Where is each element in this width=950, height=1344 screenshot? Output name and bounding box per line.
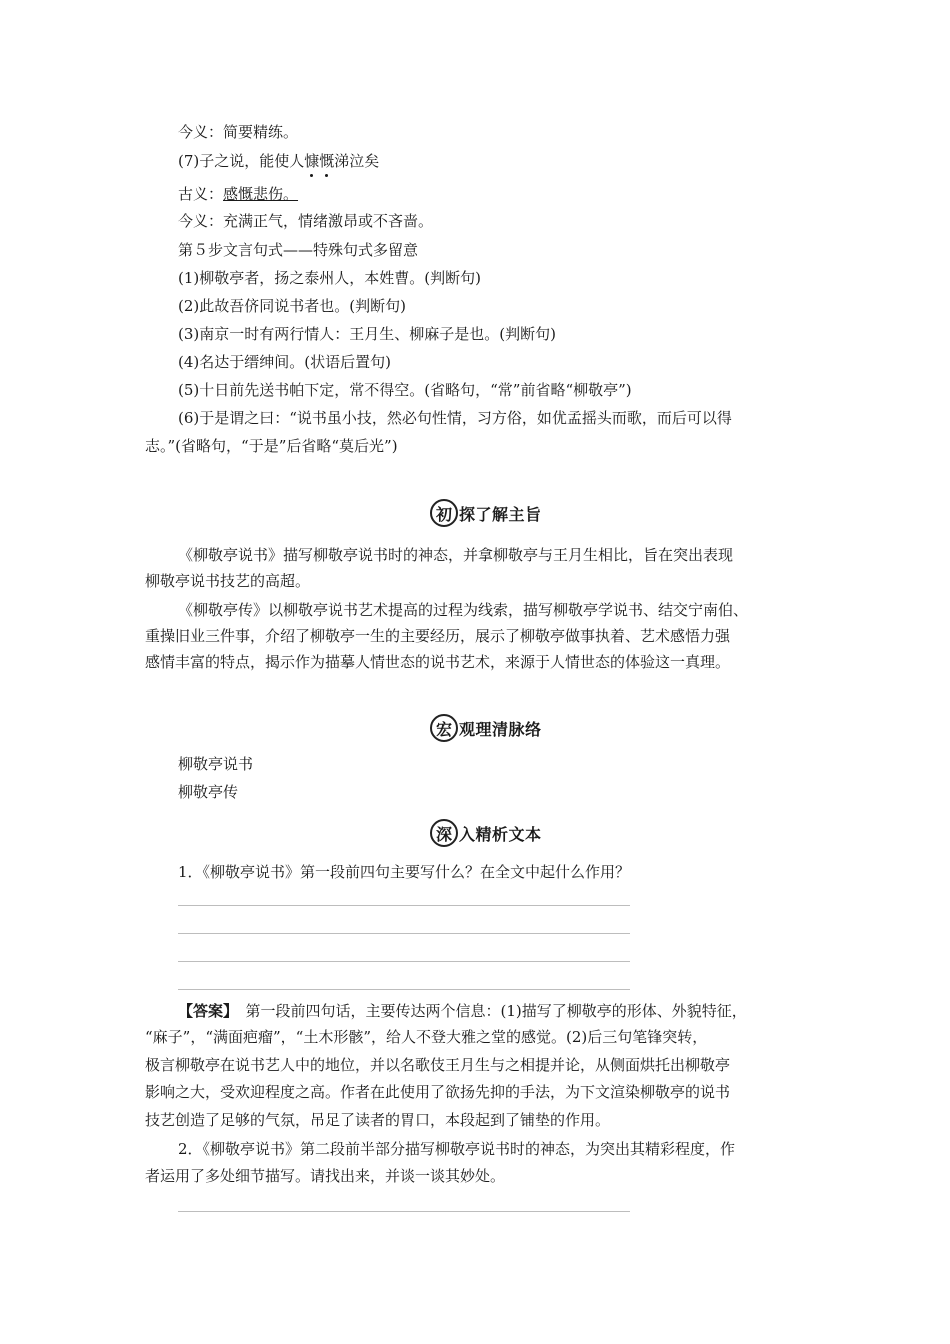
question-2: 2．《柳敬亭说书》第二段前半部分描写柳敬亭说书时的神态，为突出其精彩程度，作 (178, 1140, 736, 1158)
answer-line (178, 1001, 747, 1021)
heading-text: 观理清脉络 (459, 719, 542, 739)
text-line: 柳敬亭传 (178, 783, 239, 801)
section-heading-structure (430, 712, 542, 744)
emphasis-char: 慷 (304, 152, 320, 170)
section-heading-theme (430, 497, 542, 529)
text-line (178, 184, 298, 204)
answer-line: “麻子”，“满面疤瘤”，“土木形骸”，给人不登大雅之堂的感觉。(2)后三句笔锋突转， (145, 1028, 708, 1046)
text-line: 柳敬亭说书 (178, 755, 254, 773)
question-1: 1．《柳敬亭说书》第一段前四句主要写什么？在全文中起什么作用？ (178, 863, 631, 881)
text-line: 志。”(省略句，“于是”后省略“莫后光”) (145, 437, 398, 455)
heading-ring-char: 初 (430, 499, 458, 527)
heading-text: 探了解主旨 (459, 504, 542, 524)
text-line: (2)此故吾侪同说书者也。(判断句) (178, 297, 406, 315)
text-line: (1)柳敬亭者，扬之泰州人，本姓曹。(判断句) (178, 269, 481, 287)
answer-line: 技艺创造了足够的气氛，吊足了读者的胃口，本段起到了铺垫的作用。 (145, 1111, 611, 1129)
text-line: (4)名达于缙绅间。(状语后置句) (178, 353, 391, 371)
text-line: (6)于是谓之曰：“说书虽小技，然必句性情，习方俗，如优孟摇头而歌，而后可以得 (178, 409, 732, 427)
answer-tag: 【答案】 (178, 1002, 231, 1020)
text-line: (3)南京一时有两行情人：王月生、柳麻子是也。(判断句) (178, 325, 556, 343)
answer-line: 影响之大，受欢迎程度之高。作者在此使用了欲扬先抑的手法，为下文渲染柳敬亭的说书 (145, 1083, 731, 1101)
text-line: (5)十日前先送书帕下定，常不得空。(省略句，“常”前省略“柳敬亭”) (178, 381, 632, 399)
paragraph-line: 《柳敬亭传》以柳敬亭说书艺术提高的过程为线索，描写柳敬亭学说书、结交宁南伯、 (178, 601, 749, 619)
paragraph-line: 《柳敬亭说书》描写柳敬亭说书时的神态，并拿柳敬亭与王月生相比，旨在突出表现 (178, 546, 734, 564)
heading-text: 入精析文本 (459, 824, 542, 844)
text-line: 今义：充满正气，情绪激昂或不吝啬。 (178, 212, 434, 230)
text-segment: 涕泣矣 (334, 152, 380, 170)
text-segment: (7)子之说，能使人 (178, 152, 305, 170)
question-2-cont: 者运用了多处细节描写。请找出来，并谈一谈其妙处。 (145, 1167, 506, 1185)
text-line (178, 151, 379, 171)
answer-text: 第一段前四句话，主要传达两个信息：(1)描写了柳敬亭的形体、外貌特征， (230, 1002, 747, 1020)
paragraph-line: 感情丰富的特点，揭示作为描摹人情世态的说书艺术，来源于人情世态的体验这一真理。 (145, 653, 731, 671)
section-heading-analysis (430, 817, 542, 849)
paragraph-line: 重操旧业三件事，介绍了柳敬亭一生的主要经历，展示了柳敬亭做事执着、艺术感悟力强 (145, 627, 731, 645)
answer-blank-line (178, 905, 630, 906)
answer-blank-line (178, 1211, 630, 1212)
answer-blank-line (178, 933, 630, 934)
answer-blank-line (178, 961, 630, 962)
paragraph-line: 柳敬亭说书技艺的高超。 (145, 572, 311, 590)
underlined-text: 感慨悲伤。 (223, 185, 299, 203)
step-heading: 第５步文言句式——特殊句式多留意 (178, 241, 419, 259)
emphasis-char: 慨 (319, 152, 335, 170)
answer-line: 极言柳敬亭在说书艺人中的地位，并以名歌伎王月生与之相提并论，从侧面烘托出柳敬亭 (145, 1056, 731, 1074)
answer-blank-line (178, 989, 630, 990)
text-segment: 古义： (178, 185, 224, 203)
heading-ring-char: 宏 (430, 714, 458, 742)
text-line: 今义：简要精练。 (178, 123, 299, 141)
heading-ring-char: 深 (430, 819, 458, 847)
